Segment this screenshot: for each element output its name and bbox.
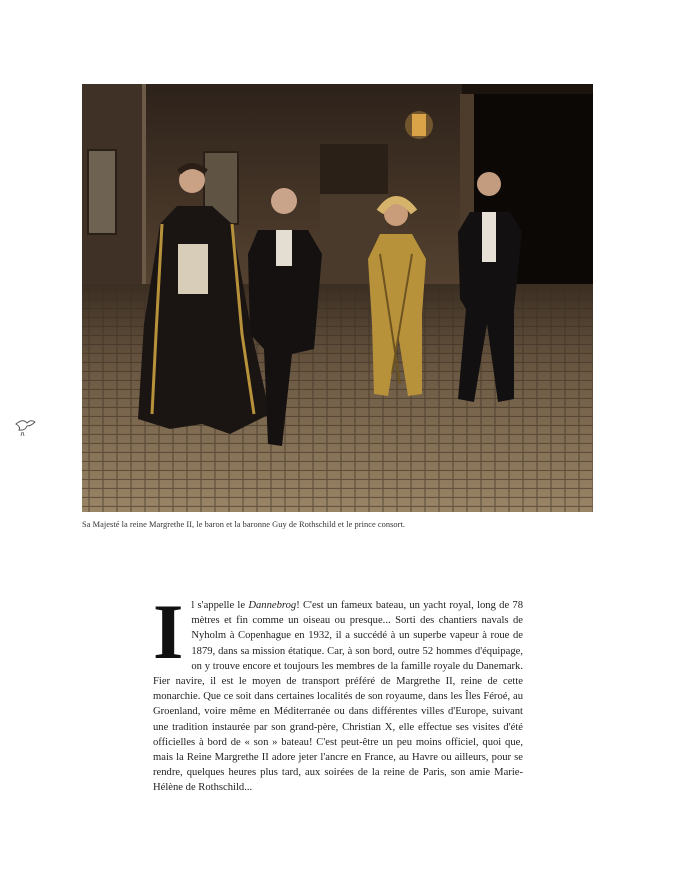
ship-name: Dannebrog bbox=[248, 600, 297, 611]
photo-caption: Sa Majesté la reine Margrethe II, le baron et la baronne Guy de Rothschild et le prince consort. bbox=[82, 520, 406, 529]
bird-ornament-icon bbox=[13, 414, 39, 440]
article-intro: l s'appelle le bbox=[191, 600, 249, 611]
article-text: ! C'est un fameux bateau, un yacht royal, long de 78 mètres et fin comme un oiseau ou presque... Sorti des chantiers navals de Nyholm à Copenhague en 1932, il a succédé à un superbe vapeur à roue de 1879, dans sa mission étatique. Car, à son bord, outre 52 hommes d'équipage, on y trouve encore et toujours les membres de la famille royale du Danemark. Fier navire, il est le moyen de transport préféré de Margrethe II, reine de cette monarchie. Que ce soit dans certaines localités de son royaume, dans les Îles Féroé, au Groenland, voire même en Méditerranée ou dans différentes villes d'Europe, suivant une tradition instaurée par son grand-père, Christian X, elle effectue ses visites d'été officielles à bord de « son » bateau! C'est peut-être un peu moins officiel, quoi que, mais la Reine Margrethe II adore jeter l'ancre en France, au Havre ou ailleurs, pour se rendre, quelques heures plus tard, aux soirées de la reine de Paris, son amie Marie-Hélène de Rothschild... bbox=[153, 600, 523, 794]
article-body bbox=[153, 588, 523, 796]
drop-cap: I bbox=[153, 588, 184, 675]
photograph-illustration bbox=[82, 84, 593, 512]
article-paragraph bbox=[153, 588, 523, 796]
event-photograph bbox=[82, 84, 593, 512]
